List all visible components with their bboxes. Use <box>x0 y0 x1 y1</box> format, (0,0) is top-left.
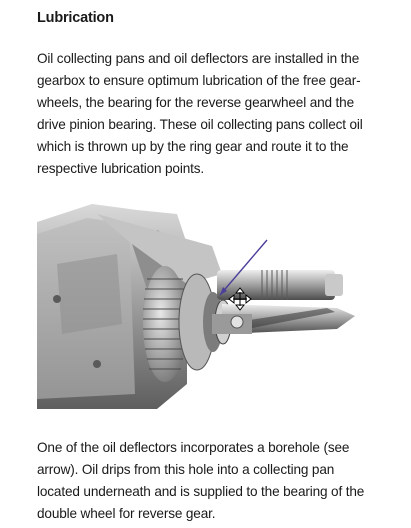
section-heading: Lubrication <box>37 10 114 26</box>
text-line: respective lubrication points. <box>37 161 205 176</box>
text-line: gearbox to ensure optimum lubrication of the free gear- <box>37 73 361 88</box>
text-line: One of the oil deflectors incorporates a borehole (see <box>37 440 350 455</box>
gearbox-figure <box>37 204 359 409</box>
paragraph-oil-collecting-pans <box>37 48 407 180</box>
text-line: located underneath and is supplied to the bearing of the <box>37 484 365 499</box>
drive-shaft <box>217 270 335 300</box>
text-line: double wheel for reverse gear. <box>37 506 216 521</box>
paragraph-oil-deflector-borehole <box>37 437 407 525</box>
text-line: arrow). Oil drips from this hole into a collecting pan <box>37 462 335 477</box>
text-line: wheels, the bearing for the reverse gearwheel and the <box>37 95 354 110</box>
text-line: Oil collecting pans and oil deflectors are installed in the <box>37 51 360 66</box>
text-line: drive pinion bearing. These oil collecting pans collect oil <box>37 117 363 132</box>
text-line: which is thrown up by the ring gear and route it to the <box>37 139 349 154</box>
gearbox-illustration <box>37 204 359 409</box>
